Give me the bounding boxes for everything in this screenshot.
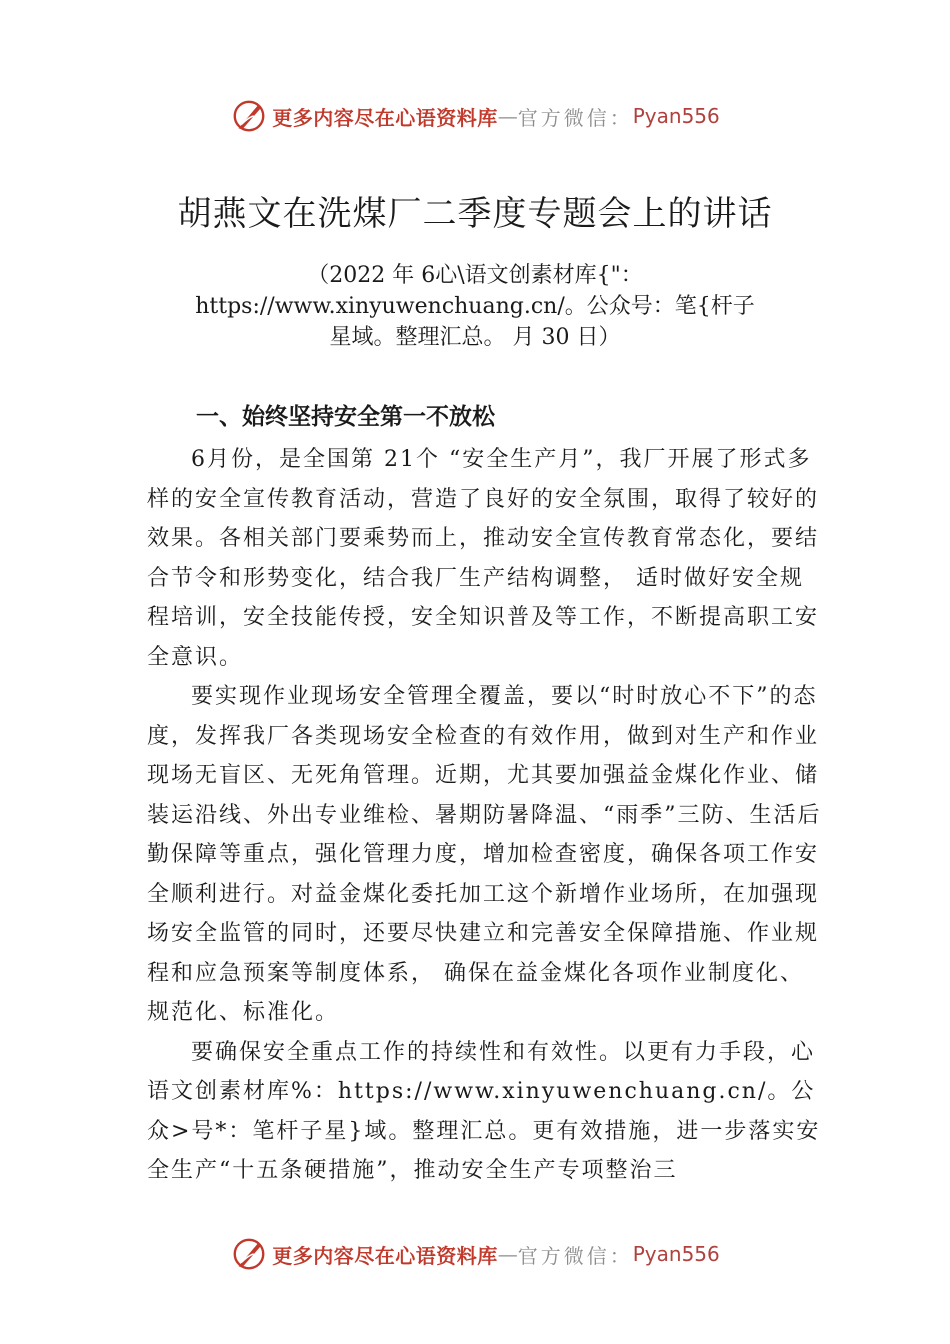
watermark-separator: — <box>497 104 518 128</box>
paragraph: 要确保安全重点工作的持续性和有效性。以更有力手段，心语文创素材库%：https://www.xinyuwenchuang.cn/。公众>号*：笔杆子星}域。整理汇总。更有效措施，进一步落实安全生产“十五条硬措施”，推动安全生产专项整治三 <box>147 1039 821 1183</box>
quill-logo-icon <box>230 1235 268 1273</box>
subtitle-line: （2022 年 6心\语文创素材库{"： <box>307 263 643 288</box>
watermark-banner-bottom <box>0 1234 950 1274</box>
watermark-separator: — <box>497 1242 518 1266</box>
watermark-text: 更多内容尽在心语资料库 <box>272 105 498 130</box>
wechat-id: Pyan556 <box>632 104 720 128</box>
watermark-text: 更多内容尽在心语资料库 <box>272 1243 498 1268</box>
paragraph: 6月份，是全国第 21个 “安全生产月”，我厂开展了形式多样的安全宣传教育活动，营造了良好的安全氛围，取得了较好的效果。各相关部门要乘势而上，推动安全宣传教育常态化，要结合节令和形势变化，结合我厂生产结构调整， 适时做好安全规程培训，安全技能传授，安全知识普及等工作，不断提高职工安全意识。 <box>147 447 820 670</box>
paragraph: 要实现作业现场安全管理全覆盖，要以“时时放心不下”的态度，发挥我厂各类现场安全检查的有效作用，做到对生产和作业现场无盲区、无死角管理。近期，尤其要加强益金煤化作业、储装运沿线、外出专业维检、暑期防暑降温、“雨季”三防、生活后勤保障等重点，强化管理力度，增加检查密度，确保各项工作安全顺利进行。对益金煤化委托加工这个新增作业场所，在加强现场安全监管的同时，还要尽快建立和完善安全保障措施、作业规程和应急预案等制度体系， 确保在益金煤化各项作业制度化、规范化、标准化。 <box>147 684 822 1025</box>
subtitle-line: https://www.xinyuwenchuang.cn/。公众号：笔{杆子 <box>195 294 755 319</box>
section-heading: 一、始终坚持安全第一不放松 <box>196 404 495 430</box>
document-title: 胡燕文在洗煤厂二季度专题会上的讲话 <box>177 194 773 234</box>
wechat-label: 官方微信： <box>517 1243 633 1268</box>
watermark-banner-top <box>0 96 950 136</box>
document-subtitle <box>150 260 800 353</box>
document-body <box>147 440 827 1191</box>
subtitle-line: 星域。整理汇总。 月 30 日） <box>329 325 621 350</box>
wechat-label: 官方微信： <box>517 105 633 130</box>
wechat-id: Pyan556 <box>632 1242 720 1266</box>
quill-logo-icon <box>230 97 268 135</box>
